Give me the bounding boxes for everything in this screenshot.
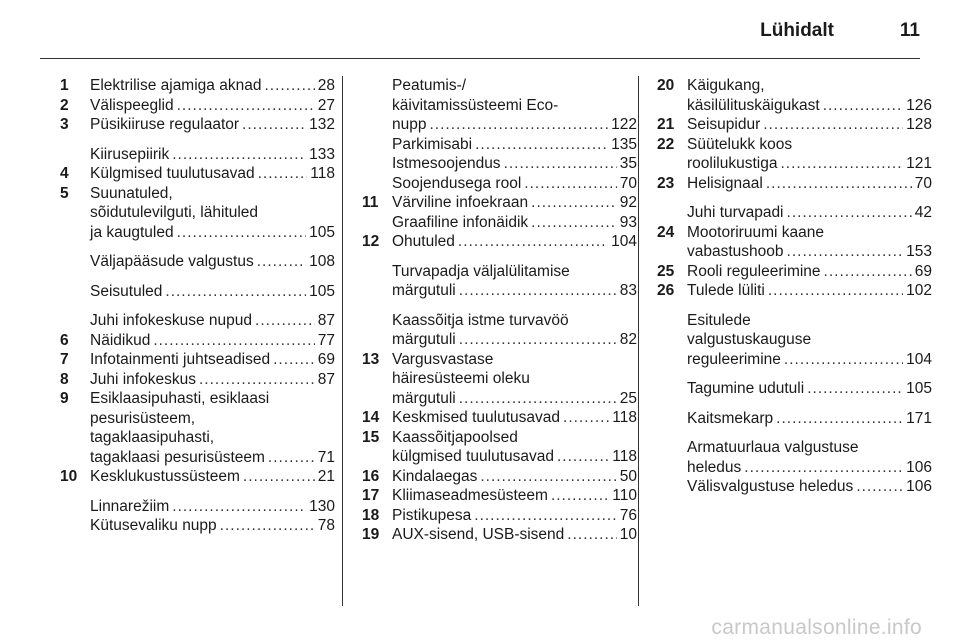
dot-leader — [459, 389, 617, 409]
index-entry — [362, 232, 637, 252]
entry-leader-line — [392, 506, 637, 526]
index-entry — [60, 389, 335, 467]
index-entry — [362, 467, 637, 487]
entry-label: Kindalaegas — [392, 467, 478, 485]
entry-label: Seisutuled — [90, 282, 163, 300]
dot-leader — [480, 467, 616, 487]
entry-label: AUX-sisend, USB-sisend — [392, 526, 565, 543]
dot-leader — [177, 223, 307, 243]
entry-leader-line — [90, 223, 335, 243]
index-entry — [657, 311, 932, 370]
entry-leader-line — [687, 154, 932, 174]
dot-leader — [459, 330, 617, 350]
entry-page-ref: 70 — [914, 174, 932, 192]
item-number: 1 — [60, 77, 69, 94]
entry-label: Välispeeglid — [90, 96, 174, 114]
dot-leader — [153, 331, 314, 351]
entry-label: külgmised tuulutusavad — [392, 448, 554, 465]
dot-leader — [474, 506, 616, 526]
item-number: 17 — [362, 487, 380, 504]
entry-page-ref: 93 — [619, 213, 637, 231]
entry-label: Seisupidur — [687, 116, 761, 133]
index-entry — [657, 438, 932, 477]
item-number: 10 — [60, 468, 78, 485]
entry-leader-line — [392, 281, 637, 301]
entry-label: tagaklaasi pesurisüsteem — [90, 448, 265, 466]
index-entry — [362, 193, 637, 213]
dot-leader — [551, 486, 609, 506]
entry-leader-line — [687, 379, 932, 399]
index-entry — [60, 282, 335, 302]
entry-text-line: Esiklaasipuhasti, esiklaasi — [90, 390, 270, 407]
item-number: 8 — [60, 370, 69, 388]
entry-label: Kütusevaliku nupp — [90, 517, 217, 534]
entry-leader-line — [687, 458, 932, 478]
entry-page-ref: 105 — [309, 223, 335, 241]
index-entry — [657, 174, 932, 194]
index-entry — [657, 281, 932, 301]
entry-leader-line — [392, 213, 637, 233]
dot-leader — [475, 135, 608, 155]
entry-leader-line — [687, 477, 932, 497]
dot-leader — [744, 458, 903, 478]
entry-label: märgutuli — [392, 331, 456, 348]
dot-leader — [807, 379, 903, 399]
entry-text-line: Käigukang, — [687, 77, 765, 94]
dot-leader — [531, 213, 617, 233]
dot-leader — [787, 203, 912, 223]
entry-label: Väljapääsude valgustus — [90, 253, 254, 270]
index-entry — [657, 135, 932, 174]
entry-label: Juhi turvapadi — [687, 204, 784, 221]
entry-label: Juhi infokeskus — [90, 370, 196, 388]
item-number: 6 — [60, 331, 69, 349]
entry-text-line: tagaklaasipuhasti, — [90, 429, 215, 446]
entry-label: Püsikiiruse regulaator — [90, 116, 240, 133]
dot-leader — [177, 96, 315, 116]
item-number: 12 — [362, 233, 380, 250]
index-entry — [60, 311, 335, 331]
entry-leader-line — [90, 311, 335, 331]
index-column-2 — [362, 76, 637, 545]
index-entry — [362, 76, 637, 135]
dot-leader — [243, 467, 315, 487]
entry-leader-line — [90, 282, 335, 302]
item-number: 26 — [657, 282, 675, 299]
entry-text-line: käivitamissüsteemi Eco- — [392, 96, 559, 114]
entry-page-ref: 82 — [619, 331, 637, 348]
index-entry — [60, 252, 335, 272]
entry-page-ref: 10 — [619, 526, 637, 543]
dot-leader — [242, 115, 306, 135]
dot-leader — [776, 409, 903, 429]
index-entry — [657, 409, 932, 429]
entry-leader-line — [90, 145, 335, 165]
entry-leader-line — [392, 135, 637, 155]
index-entry — [60, 331, 335, 351]
entry-leader-line — [90, 516, 335, 536]
entry-leader-line — [90, 252, 335, 272]
entry-leader-line — [90, 448, 335, 468]
entry-leader-line — [687, 242, 932, 262]
entry-leader-line — [90, 350, 335, 370]
dot-leader — [504, 154, 617, 174]
entry-label: Infotainmenti juhtseadised — [90, 351, 271, 368]
item-number: 7 — [60, 351, 69, 368]
entry-leader-line — [392, 447, 637, 467]
item-number: 25 — [657, 262, 675, 280]
item-number: 14 — [362, 409, 380, 426]
dot-leader — [763, 115, 903, 135]
entry-label: Kiirusepiirik — [90, 145, 170, 163]
entry-leader-line — [687, 262, 932, 282]
entry-page-ref: 104 — [611, 233, 637, 250]
entry-text-line: häiresüsteemi oleku — [392, 370, 530, 387]
dot-leader — [429, 115, 608, 135]
index-entry — [60, 467, 335, 487]
entry-page-ref: 104 — [906, 350, 932, 368]
dot-leader — [766, 174, 912, 194]
entry-label: Ohutuled — [392, 233, 455, 250]
index-entry — [657, 223, 932, 262]
entry-page-ref: 108 — [309, 253, 335, 270]
entry-leader-line — [90, 370, 335, 390]
column-divider — [638, 76, 639, 606]
dot-leader — [459, 281, 617, 301]
entry-leader-line — [90, 96, 335, 116]
dot-leader — [563, 408, 609, 428]
dot-leader — [255, 311, 315, 331]
index-entry — [60, 184, 335, 243]
entry-label: Soojendusega rool — [392, 174, 522, 192]
index-entry — [362, 154, 637, 174]
entry-page-ref: 70 — [619, 174, 637, 192]
item-number: 13 — [362, 350, 380, 368]
entry-label: reguleerimine — [687, 350, 781, 368]
entry-leader-line — [392, 232, 637, 252]
entry-page-ref: 171 — [906, 409, 932, 427]
entry-leader-line — [687, 203, 932, 223]
entry-page-ref: 78 — [317, 517, 335, 534]
index-entry — [60, 350, 335, 370]
entry-leader-line — [392, 193, 637, 213]
entry-label: märgutuli — [392, 389, 456, 407]
entry-page-ref: 105 — [309, 282, 335, 300]
entry-label: Rooli reguleerimine — [687, 262, 821, 280]
item-number: 22 — [657, 135, 675, 153]
entry-page-ref: 27 — [317, 96, 335, 114]
entry-text-line: Suunatuled, — [90, 184, 173, 202]
dot-leader — [458, 232, 608, 252]
entry-text-line: pesurisüsteem, — [90, 409, 196, 427]
entry-page-ref: 135 — [611, 135, 637, 153]
entry-leader-line — [392, 330, 637, 350]
entry-label: Kaitsmekarp — [687, 409, 774, 427]
dot-leader — [780, 154, 903, 174]
dot-leader — [258, 164, 308, 184]
index-entry — [657, 477, 932, 497]
entry-label: käsilülituskäigukast — [687, 96, 820, 114]
entry-page-ref: 118 — [612, 409, 637, 426]
entry-page-ref: 126 — [906, 96, 932, 114]
item-number: 16 — [362, 467, 380, 485]
entry-page-ref: 42 — [914, 204, 932, 221]
entry-label: Värviline infoekraan — [392, 194, 529, 211]
dot-leader — [268, 448, 315, 468]
entry-page-ref: 106 — [906, 478, 932, 495]
index-entry — [60, 370, 335, 390]
index-entry — [362, 525, 637, 545]
entry-label: märgutuli — [392, 282, 456, 299]
item-number: 21 — [657, 116, 675, 133]
index-entry — [60, 96, 335, 116]
index-entry — [60, 115, 335, 135]
entry-label: Tagumine udutuli — [687, 380, 805, 397]
entry-leader-line — [392, 115, 637, 135]
entry-leader-line — [687, 115, 932, 135]
index-entry — [60, 145, 335, 165]
dot-leader — [220, 516, 315, 536]
index-entry — [60, 164, 335, 184]
entry-label: Elektrilise ajamiga aknad — [90, 77, 262, 94]
item-number: 11 — [362, 194, 379, 211]
dot-leader — [165, 282, 306, 302]
index-entry — [362, 350, 637, 409]
index-entry — [362, 311, 637, 350]
entry-page-ref: 76 — [619, 506, 637, 524]
entry-label: nupp — [392, 116, 427, 133]
entry-leader-line — [392, 467, 637, 487]
dot-leader — [257, 252, 306, 272]
entry-label: Tulede lüliti — [687, 282, 765, 299]
item-number: 4 — [60, 165, 69, 182]
entry-leader-line — [687, 174, 932, 194]
dot-leader — [567, 525, 616, 545]
index-entry — [362, 213, 637, 233]
entry-page-ref: 105 — [906, 380, 932, 397]
entry-page-ref: 21 — [317, 468, 335, 485]
entry-text-line: Süütelukk koos — [687, 135, 793, 153]
entry-leader-line — [90, 76, 335, 96]
index-entry — [657, 262, 932, 282]
entry-page-ref: 87 — [317, 370, 335, 388]
entry-text-line: valgustuskauguse — [687, 331, 812, 348]
entry-page-ref: 130 — [309, 497, 335, 515]
entry-label: Kliimaseadmesüsteem — [392, 487, 548, 504]
dot-leader — [273, 350, 315, 370]
item-number: 18 — [362, 506, 380, 524]
index-column-3 — [657, 76, 932, 497]
index-entry — [362, 408, 637, 428]
index-entry — [657, 76, 932, 115]
entry-text-line: Peatumis-/ — [392, 77, 467, 94]
dot-leader — [856, 477, 903, 497]
item-number: 5 — [60, 184, 69, 202]
entry-page-ref: 118 — [310, 165, 335, 182]
item-number: 3 — [60, 116, 69, 133]
dot-leader — [199, 370, 315, 390]
dot-leader — [768, 281, 903, 301]
entry-page-ref: 118 — [612, 448, 637, 465]
entry-leader-line — [392, 389, 637, 409]
dot-leader — [557, 447, 609, 467]
item-number: 20 — [657, 77, 675, 94]
entry-text-line: Turvapadja väljalülitamise — [392, 262, 570, 280]
entry-page-ref: 128 — [906, 116, 932, 133]
entry-text-line: Mootoriruumi kaane — [687, 223, 824, 241]
entry-label: Parkimisabi — [392, 135, 473, 153]
index-entry — [362, 174, 637, 194]
section-title: Lühidalt — [760, 20, 834, 41]
entry-leader-line — [687, 409, 932, 429]
entry-page-ref: 71 — [317, 448, 335, 466]
dot-leader — [784, 350, 903, 370]
page-header — [40, 18, 920, 46]
dot-leader — [787, 242, 904, 262]
dot-leader — [823, 96, 903, 116]
index-entry — [657, 115, 932, 135]
item-number: 24 — [657, 223, 675, 241]
index-entry — [60, 497, 335, 517]
entry-label: Pistikupesa — [392, 506, 472, 524]
entry-leader-line — [392, 174, 637, 194]
watermark: carmanualsonline.info — [711, 616, 922, 639]
entry-text-line: Vargusvastase — [392, 350, 494, 368]
entry-label: Istmesoojendus — [392, 155, 501, 172]
entry-label: vabastushoob — [687, 243, 784, 260]
entry-label: heledus — [687, 458, 742, 476]
item-number: 23 — [657, 174, 675, 192]
index-entry — [60, 516, 335, 536]
entry-page-ref: 153 — [906, 243, 932, 260]
entry-leader-line — [392, 408, 637, 428]
entry-text-line: Kaassõitjapoolsed — [392, 428, 518, 446]
header-rule — [40, 58, 920, 59]
entry-text-line: Armatuurlaua valgustuse — [687, 439, 859, 456]
entry-leader-line — [392, 486, 637, 506]
index-entry — [362, 486, 637, 506]
item-number: 9 — [60, 390, 69, 407]
entry-leader-line — [90, 115, 335, 135]
entry-leader-line — [392, 154, 637, 174]
entry-page-ref: 133 — [309, 145, 335, 163]
entry-page-ref: 35 — [619, 155, 637, 172]
index-entry — [60, 76, 335, 96]
entry-label: Välisvalgustuse heledus — [687, 478, 854, 495]
dot-leader — [264, 76, 314, 96]
entry-page-ref: 69 — [317, 351, 335, 368]
entry-label: Külgmised tuulutusavad — [90, 165, 255, 182]
entry-page-ref: 83 — [619, 282, 637, 299]
dot-leader — [172, 497, 306, 517]
index-entry — [657, 203, 932, 223]
item-number: 19 — [362, 526, 380, 543]
entry-leader-line — [90, 164, 335, 184]
entry-page-ref: 87 — [317, 312, 335, 329]
entry-leader-line — [687, 281, 932, 301]
entry-leader-line — [392, 525, 637, 545]
entry-leader-line — [90, 331, 335, 351]
entry-text-line: sõidutulevilguti, lähituled — [90, 204, 259, 221]
entry-page-ref: 121 — [906, 155, 932, 172]
entry-leader-line — [90, 497, 335, 517]
index-entry — [657, 379, 932, 399]
entry-page-ref: 25 — [619, 389, 637, 407]
entry-label: ja kaugtuled — [90, 223, 174, 241]
entry-label: Keskmised tuulutusavad — [392, 409, 561, 426]
entry-text-line: Esitulede — [687, 311, 751, 329]
index-entry — [362, 262, 637, 301]
index-column-1 — [60, 76, 335, 536]
entry-page-ref: 102 — [906, 282, 932, 299]
column-divider — [342, 76, 343, 606]
entry-label: Linnarežiim — [90, 497, 170, 515]
entry-label: roolilukustiga — [687, 155, 778, 172]
entry-page-ref: 28 — [317, 77, 335, 94]
index-entry — [362, 428, 637, 467]
index-entry — [362, 506, 637, 526]
index-entry — [362, 135, 637, 155]
entry-label: Juhi infokeskuse nupud — [90, 312, 253, 329]
entry-page-ref: 92 — [619, 194, 637, 211]
dot-leader — [531, 193, 617, 213]
entry-page-ref: 50 — [619, 467, 637, 485]
item-number: 15 — [362, 428, 380, 446]
entry-leader-line — [687, 350, 932, 370]
dot-leader — [524, 174, 616, 194]
entry-page-ref: 110 — [612, 487, 637, 504]
entry-label: Helisignaal — [687, 174, 763, 192]
entry-text-line: Kaassõitja istme turvavöö — [392, 311, 569, 329]
entry-leader-line — [687, 96, 932, 116]
page-number: 11 — [899, 20, 920, 41]
entry-page-ref: 77 — [317, 331, 335, 349]
entry-label: Kesklukustussüsteem — [90, 468, 240, 485]
entry-page-ref: 132 — [309, 116, 335, 133]
entry-label: Graafiline infonäidik — [392, 213, 529, 231]
entry-page-ref: 122 — [611, 116, 637, 133]
dot-leader — [172, 145, 306, 165]
item-number: 2 — [60, 96, 69, 114]
dot-leader — [824, 262, 912, 282]
entry-label: Näidikud — [90, 331, 151, 349]
entry-leader-line — [90, 467, 335, 487]
entry-page-ref: 106 — [906, 458, 932, 476]
entry-page-ref: 69 — [914, 262, 932, 280]
